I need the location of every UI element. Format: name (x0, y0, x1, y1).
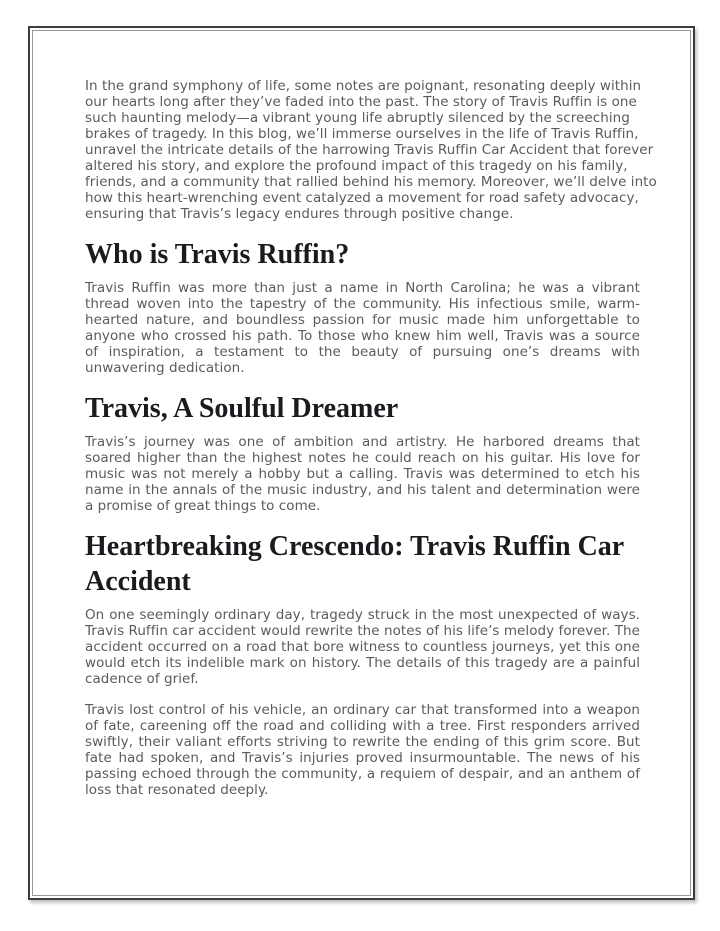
section-paragraph-soulful-dreamer: Travis’s journey was one of ambition and artistry. He harbored dreams that soared higher than the highest notes he could reach on his guitar. His love for music was not merely a hobby but a calling. Travis was determined to etch his name in the annals of the music industry, and his talent and determination were a promise of great things to come. (85, 434, 640, 514)
section-paragraph-car-accident-2: Travis lost control of his vehicle, an ordinary car that transformed into a weapon of fate, careening off the road and colliding with a tree. First responders arrived swiftly, their valiant efforts striving to rewrite the ending of this grim score. But fate had spoken, and Travis’s injuries proved insurmountable. The news of his passing echoed through the community, a requiem of despair, and an anthem of loss that resonated deeply. (85, 702, 640, 798)
page-border-frame (28, 26, 695, 900)
article-content (33, 31, 690, 895)
intro-paragraph: In the grand symphony of life, some notes are poignant, resonating deeply within our hearts long after they’ve faded into the past. The story of Travis Ruffin is one such haunting melody—a vibrant young life abruptly silenced by the screeching brakes of tragedy. In this blog, we’ll immerse ourselves in the life of Travis Ruffin, unravel the intricate details of the harrowing Travis Ruffin Car Accident that forever altered his story, and explore the profound impact of this tragedy on his family, friends, and a community that rallied behind his memory. Moreover, we’ll delve into how this heart-wrenching event catalyzed a movement for road safety advocacy, ensuring that Travis’s legacy endures through positive change. (85, 78, 657, 222)
section-heading-who-is-travis-ruffin: Who is Travis Ruffin? (85, 239, 350, 270)
section-paragraph-who-is-travis-ruffin: Travis Ruffin was more than just a name in North Carolina; he was a vibrant thread woven into the tapestry of the community. His infectious smile, warm-hearted nature, and boundless passion for music made him unforgettable to anyone who crossed his path. To those who knew him well, Travis was a source of inspiration, a testament to the beauty of pursuing one’s dreams with unwavering dedication. (85, 280, 640, 376)
section-heading-car-accident: Heartbreaking Crescendo: Travis Ruffin Car Accident (85, 531, 624, 597)
section-paragraph-car-accident-1: On one seemingly ordinary day, tragedy struck in the most unexpected of ways. Travis Ruffin car accident would rewrite the notes of his life’s melody forever. The accident occurred on a road that bore witness to countless journeys, yet this one would etch its indelible mark on history. The details of this tragedy are a painful cadence of grief. (85, 607, 640, 687)
section-heading-soulful-dreamer: Travis, A Soulful Dreamer (85, 393, 399, 424)
page-border-inner-frame (32, 30, 691, 896)
